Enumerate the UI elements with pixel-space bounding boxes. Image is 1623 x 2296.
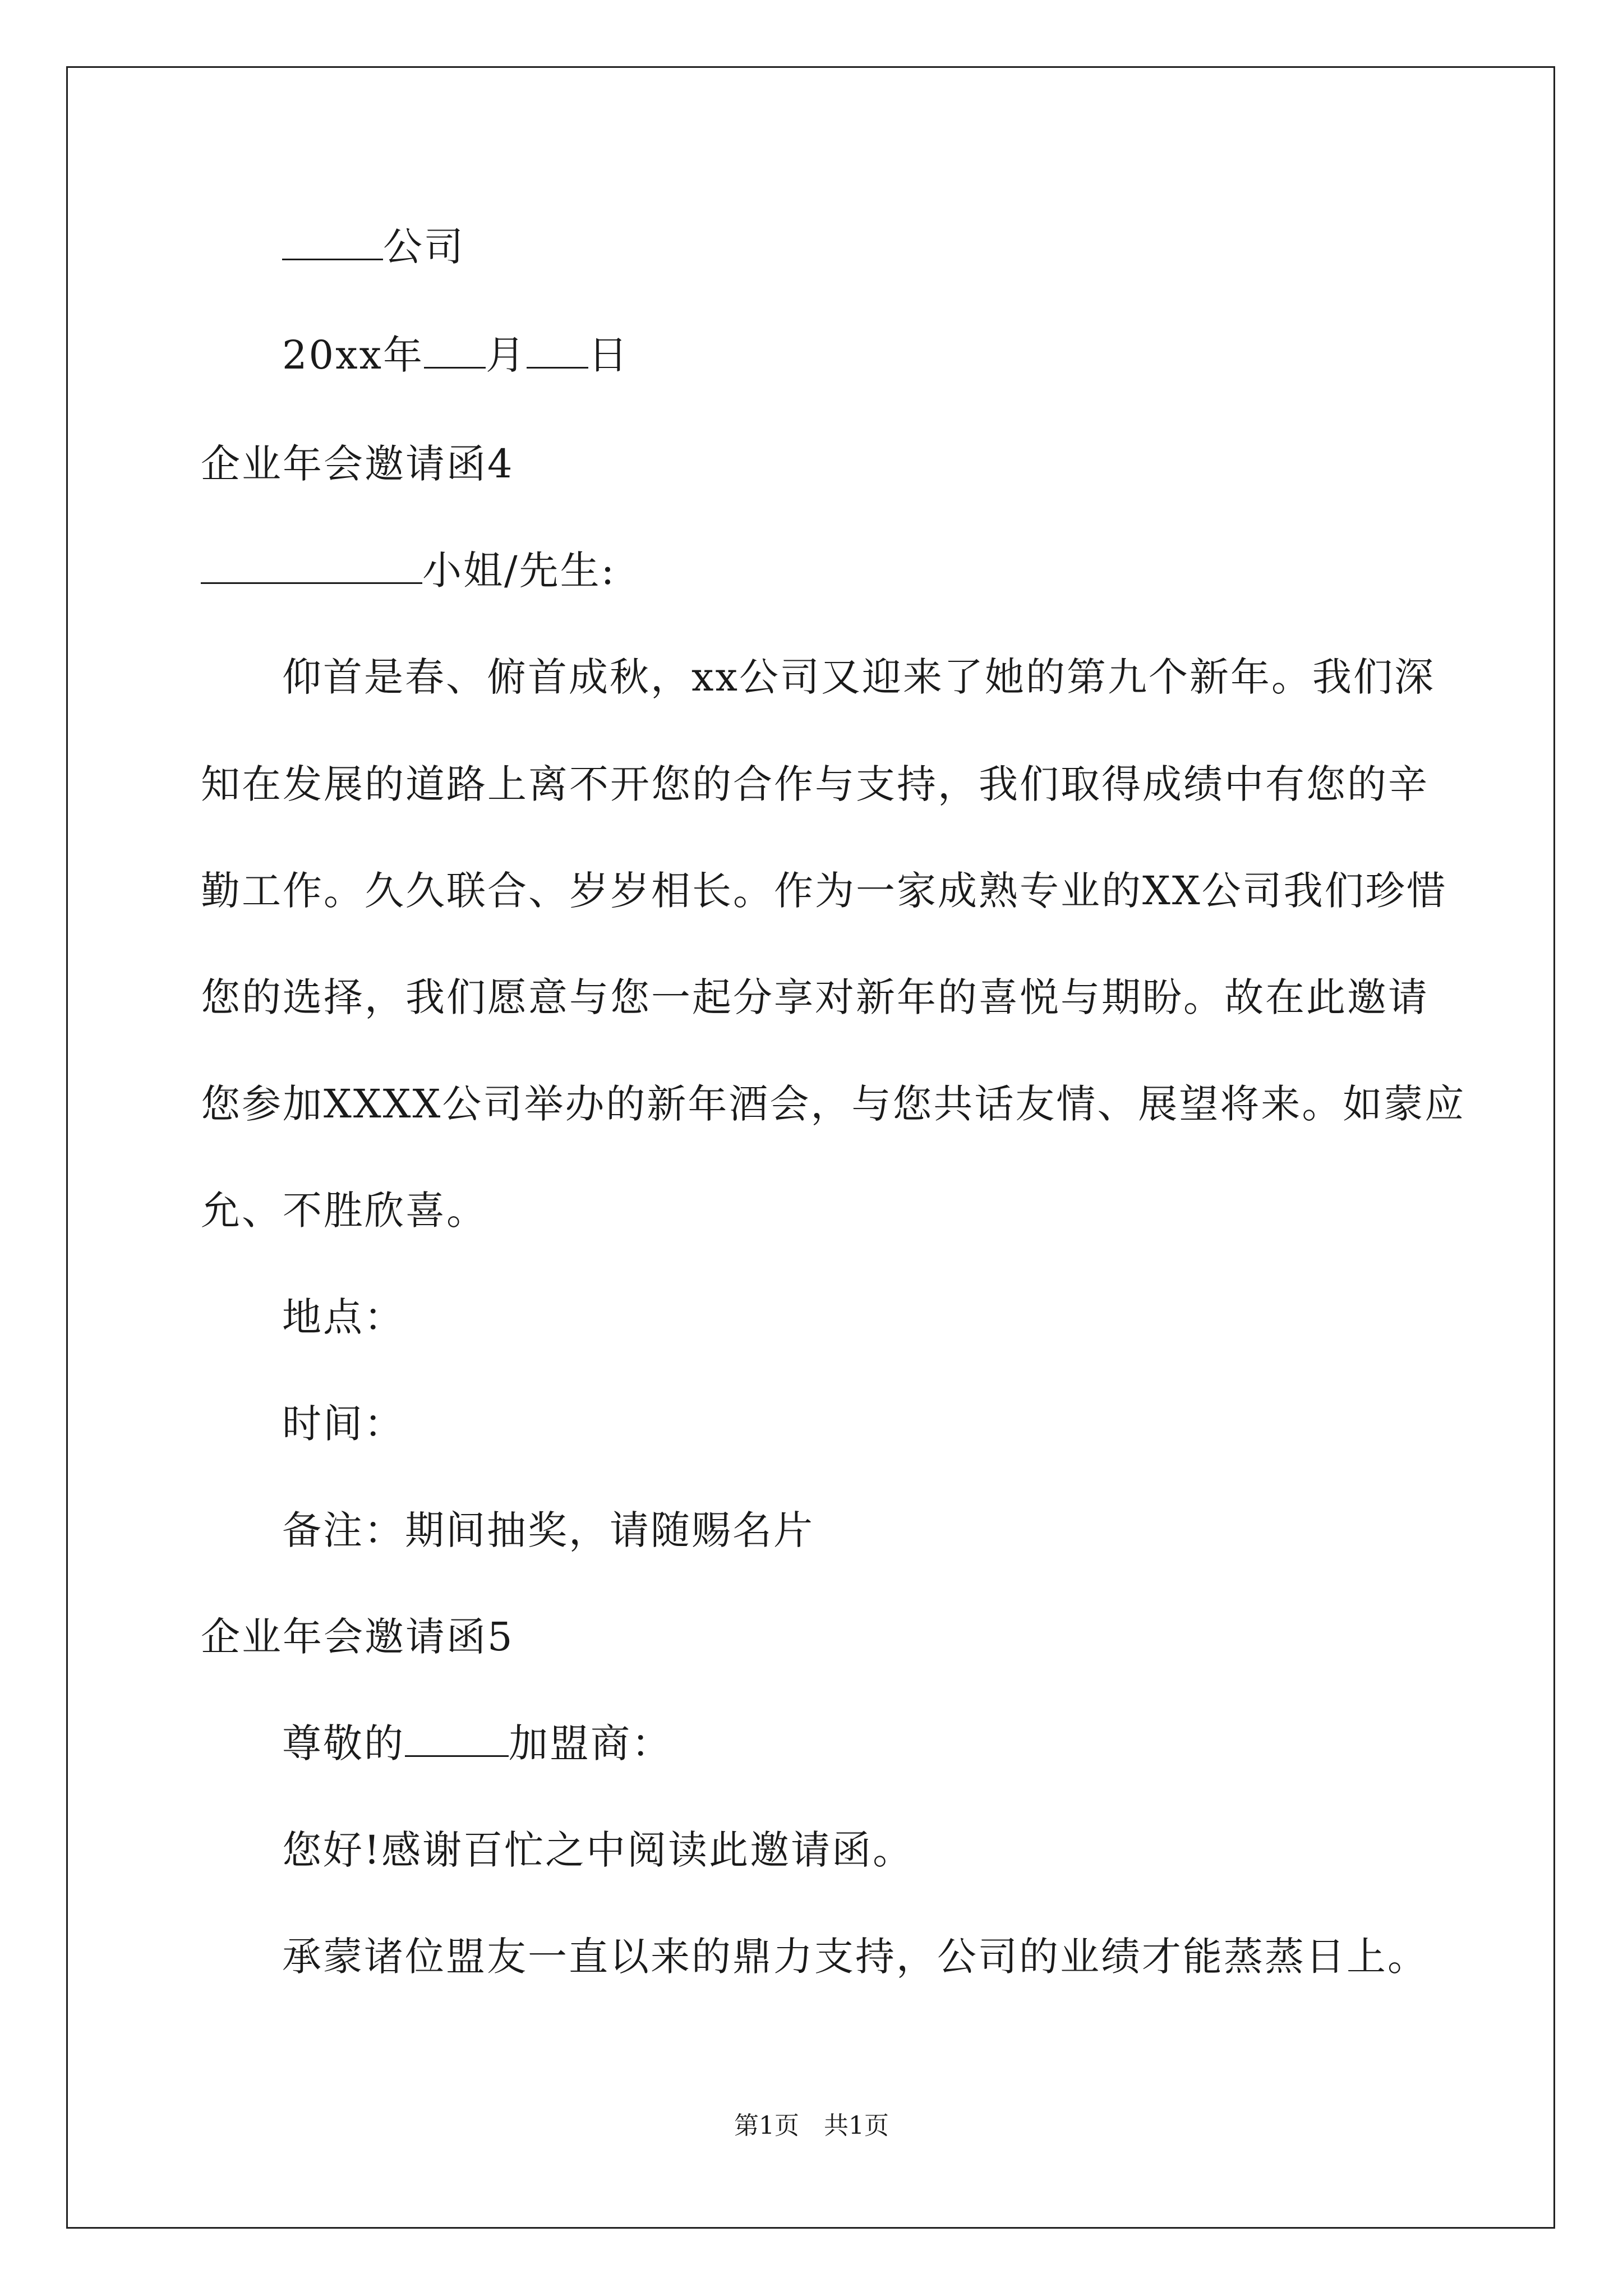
paragraph-line: 您参加XXXX公司举办的新年酒会，与您共话友情、展望将来。如蒙应 xyxy=(201,1081,1466,1127)
paragraph-line: 允、不胜欣喜。 xyxy=(201,1188,487,1234)
salutation-5-prefix: 尊敬的 xyxy=(282,1720,405,1766)
paragraph-line: 勤工作。久久联合、岁岁相长。作为一家成熟专业的XX公司我们珍惜 xyxy=(201,868,1447,914)
salutation-4 xyxy=(201,545,616,596)
company-suffix: 公司 xyxy=(383,224,465,270)
salutation-5 xyxy=(282,1718,672,1769)
page-border xyxy=(66,66,1555,2229)
name-blank xyxy=(201,549,422,584)
time-label: 时间： xyxy=(282,1401,405,1447)
paragraph-line: 您的选择，我们愿意与您一起分享对新年的喜悦与期盼。故在此邀请 xyxy=(201,974,1429,1020)
section-heading-4: 企业年会邀请函4 xyxy=(201,441,514,487)
company-blank xyxy=(282,225,383,260)
salutation-4-text: 小姐/先生: xyxy=(422,547,616,593)
signature-company-line xyxy=(282,222,465,272)
section-heading-5: 企业年会邀请函5 xyxy=(201,1614,514,1660)
paragraph-line: 知在发展的道路上离不开您的合作与支持，我们取得成绩中有您的辛 xyxy=(201,761,1429,807)
signature-date-line xyxy=(282,330,629,380)
salutation-5-suffix: 加盟商： xyxy=(509,1720,672,1766)
month-blank xyxy=(424,333,486,369)
date-month: 月 xyxy=(486,332,527,378)
day-blank xyxy=(527,333,588,369)
note-line: 备注：期间抽奖，请随赐名片 xyxy=(282,1507,814,1553)
page-footer: 第1页 共1页 xyxy=(734,2111,889,2140)
date-day: 日 xyxy=(588,332,630,378)
paragraph-5: 承蒙诸位盟友一直以来的鼎力支持，公司的业绩才能蒸蒸日上。 xyxy=(282,1934,1428,1980)
franchisee-blank xyxy=(405,1722,509,1757)
date-year: 20xx年 xyxy=(282,332,425,378)
location-label: 地点： xyxy=(282,1294,405,1340)
paragraph-line: 仰首是春、俯首成秋，xx公司又迎来了她的第九个新年。我们深 xyxy=(282,654,1435,700)
greeting-5: 您好!感谢百忙之中阅读此邀请函。 xyxy=(282,1827,914,1873)
